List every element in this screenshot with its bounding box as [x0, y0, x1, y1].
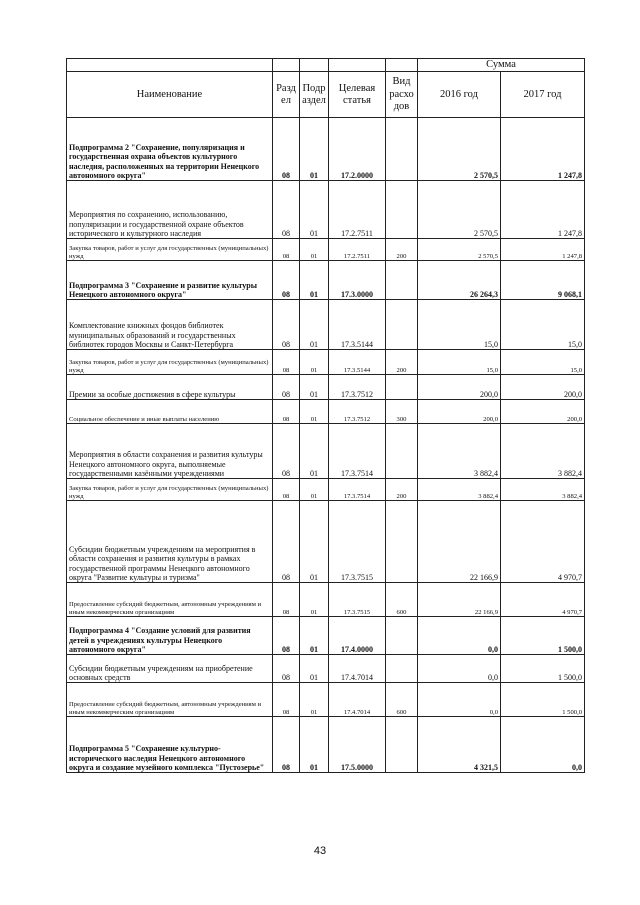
row-podrazdel: 01: [300, 300, 329, 350]
row-target-article: 17.4.7014: [329, 683, 386, 717]
row-razdel: 08: [273, 400, 300, 424]
row-name: Предоставление субсидий бюджетным, автономным учреждениям и иным некоммерческим организациям: [67, 683, 273, 717]
header-razdel: Разд ел: [273, 72, 300, 118]
budget-table: [66, 58, 585, 773]
row-name: Закупка товаров, работ и услуг для государственных (муниципальных) нужд: [67, 479, 273, 501]
header-blank: [273, 59, 300, 72]
row-podrazdel: 01: [300, 717, 329, 773]
row-target-article: 17.4.7014: [329, 655, 386, 683]
row-value-2016: 0,0: [418, 655, 501, 683]
row-value-2017: 200,0: [501, 400, 585, 424]
row-name: Подпрограмма 5 "Сохранение культурно-исторического наследия Ненецкого автономного округа и создание музейного комплекса "Пустозерье": [67, 717, 273, 773]
row-expense-type: 200: [386, 239, 418, 261]
row-target-article: 17.3.7512: [329, 400, 386, 424]
row-podrazdel: 01: [300, 118, 329, 181]
row-name: Закупка товаров, работ и услуг для государственных (муниципальных) нужд: [67, 239, 273, 261]
row-value-2017: 15,0: [501, 350, 585, 375]
row-expense-type: 200: [386, 479, 418, 501]
row-expense-type: [386, 424, 418, 479]
row-razdel: 08: [273, 501, 300, 583]
row-value-2017: 200,0: [501, 375, 585, 400]
row-value-2016: 3 882,4: [418, 479, 501, 501]
row-name: Мероприятия по сохранению, использованию, популяризации и государственной охране объектов исторического и культурного наследия: [67, 181, 273, 239]
header-expense-type: Вид расхо дов: [386, 72, 418, 118]
header-blank: [67, 59, 273, 72]
row-razdel: 08: [273, 261, 300, 300]
row-name: Комплектование книжных фондов библиотек муниципальных образований и государственных библиотек городов Москвы и Санкт-Петербурга: [67, 300, 273, 350]
row-value-2017: 15,0: [501, 300, 585, 350]
row-podrazdel: 01: [300, 261, 329, 300]
row-expense-type: [386, 118, 418, 181]
row-target-article: 17.2.0000: [329, 118, 386, 181]
table-row: [67, 617, 585, 655]
row-value-2017: 1 247,8: [501, 181, 585, 239]
row-razdel: 08: [273, 717, 300, 773]
row-expense-type: 200: [386, 350, 418, 375]
header-year-2016: 2016 год: [418, 72, 501, 118]
row-expense-type: [386, 181, 418, 239]
row-expense-type: [386, 655, 418, 683]
table-row: [67, 400, 585, 424]
table-row: [67, 375, 585, 400]
row-value-2017: 0,0: [501, 717, 585, 773]
row-name: Подпрограмма 4 "Создание условий для развития детей в учреждениях культуры Ненецкого автономного округа": [67, 617, 273, 655]
header-blank: [300, 59, 329, 72]
row-razdel: 08: [273, 655, 300, 683]
row-podrazdel: 01: [300, 239, 329, 261]
row-podrazdel: 01: [300, 400, 329, 424]
row-value-2017: 9 068,1: [501, 261, 585, 300]
row-name: Подпрограмма 3 "Сохранение и развитие культуры Ненецкого автономного округа": [67, 261, 273, 300]
row-razdel: 08: [273, 300, 300, 350]
row-value-2016: 22 166,9: [418, 583, 501, 617]
header-target-article: Целевая статья: [329, 72, 386, 118]
row-value-2016: 2 570,5: [418, 118, 501, 181]
row-value-2017: 3 882,4: [501, 479, 585, 501]
row-podrazdel: 01: [300, 583, 329, 617]
row-target-article: 17.2.7511: [329, 181, 386, 239]
row-expense-type: 600: [386, 683, 418, 717]
row-target-article: 17.3.7514: [329, 479, 386, 501]
header-year-2017: 2017 год: [501, 72, 585, 118]
row-target-article: 17.4.0000: [329, 617, 386, 655]
row-value-2016: 3 882,4: [418, 424, 501, 479]
table-row: [67, 717, 585, 773]
table-row: [67, 501, 585, 583]
table-row: [67, 350, 585, 375]
row-expense-type: [386, 617, 418, 655]
row-razdel: 08: [273, 181, 300, 239]
row-value-2016: 200,0: [418, 375, 501, 400]
row-expense-type: [386, 261, 418, 300]
row-value-2017: 4 970,7: [501, 583, 585, 617]
row-razdel: 08: [273, 583, 300, 617]
header-name: Наименование: [67, 72, 273, 118]
header-blank: [386, 59, 418, 72]
row-expense-type: [386, 717, 418, 773]
row-name: Субсидии бюджетным учреждениям на мероприятия в области сохранения и развития культуры в рамках государственной программы Ненецкого автономного округа "Развитие культуры и туризма": [67, 501, 273, 583]
row-name: Социальное обеспечение и иные выплаты населению: [67, 400, 273, 424]
row-podrazdel: 01: [300, 617, 329, 655]
header-podrazdel: Подр аздел: [300, 72, 329, 118]
row-value-2016: 0,0: [418, 683, 501, 717]
row-target-article: 17.5.0000: [329, 717, 386, 773]
header-blank: [329, 59, 386, 72]
row-expense-type: [386, 501, 418, 583]
row-podrazdel: 01: [300, 479, 329, 501]
row-value-2017: 1 500,0: [501, 617, 585, 655]
table-row: [67, 424, 585, 479]
table-row: [67, 583, 585, 617]
row-value-2016: 2 570,5: [418, 239, 501, 261]
row-razdel: 08: [273, 118, 300, 181]
row-target-article: 17.3.7512: [329, 375, 386, 400]
row-podrazdel: 01: [300, 683, 329, 717]
row-target-article: 17.3.7515: [329, 583, 386, 617]
row-target-article: 17.3.7514: [329, 424, 386, 479]
row-name: Закупка товаров, работ и услуг для государственных (муниципальных) нужд: [67, 350, 273, 375]
row-name: Мероприятия в области сохранения и развития культуры Ненецкого автономного округа, выполняемые государственными казёнными учреждениями: [67, 424, 273, 479]
row-value-2017: 1 500,0: [501, 655, 585, 683]
row-target-article: 17.3.5144: [329, 350, 386, 375]
row-value-2017: 4 970,7: [501, 501, 585, 583]
row-expense-type: [386, 300, 418, 350]
header-sum: Сумма: [418, 59, 585, 72]
row-razdel: 08: [273, 424, 300, 479]
row-podrazdel: 01: [300, 181, 329, 239]
row-expense-type: [386, 375, 418, 400]
row-expense-type: 300: [386, 400, 418, 424]
row-name: Субсидии бюджетным учреждениям на приобретение основных средств: [67, 655, 273, 683]
row-value-2017: 1 247,8: [501, 239, 585, 261]
row-razdel: 08: [273, 479, 300, 501]
row-value-2016: 15,0: [418, 300, 501, 350]
table-row: [67, 479, 585, 501]
row-value-2016: 26 264,3: [418, 261, 501, 300]
table-row: [67, 683, 585, 717]
row-razdel: 08: [273, 617, 300, 655]
row-podrazdel: 01: [300, 350, 329, 375]
table-row: [67, 181, 585, 239]
row-value-2017: 1 247,8: [501, 118, 585, 181]
row-name: Подпрограмма 2 "Сохранение, популяризация и государственная охрана объектов культурного наследия, расположенных на территории Ненецкого автономного округа": [67, 118, 273, 181]
row-value-2016: 200,0: [418, 400, 501, 424]
table-row: [67, 118, 585, 181]
row-value-2016: 2 570,5: [418, 181, 501, 239]
table-row: [67, 239, 585, 261]
row-target-article: 17.2.7511: [329, 239, 386, 261]
row-target-article: 17.3.7515: [329, 501, 386, 583]
table-row: [67, 300, 585, 350]
row-podrazdel: 01: [300, 375, 329, 400]
row-razdel: 08: [273, 239, 300, 261]
row-target-article: 17.3.5144: [329, 300, 386, 350]
row-value-2016: 0,0: [418, 617, 501, 655]
row-value-2016: 4 321,5: [418, 717, 501, 773]
row-razdel: 08: [273, 375, 300, 400]
row-value-2017: 3 882,4: [501, 424, 585, 479]
row-razdel: 08: [273, 350, 300, 375]
page-number: 43: [313, 845, 327, 857]
row-value-2016: 22 166,9: [418, 501, 501, 583]
row-expense-type: 600: [386, 583, 418, 617]
row-podrazdel: 01: [300, 424, 329, 479]
row-name: Предоставление субсидий бюджетным, автономным учреждениям и иным некоммерческим организациям: [67, 583, 273, 617]
row-razdel: 08: [273, 683, 300, 717]
row-podrazdel: 01: [300, 501, 329, 583]
table-row: [67, 261, 585, 300]
row-target-article: 17.3.0000: [329, 261, 386, 300]
row-name: Премии за особые достижения в сфере культуры: [67, 375, 273, 400]
row-value-2016: 15,0: [418, 350, 501, 375]
table-row: [67, 655, 585, 683]
row-value-2017: 1 500,0: [501, 683, 585, 717]
row-podrazdel: 01: [300, 655, 329, 683]
